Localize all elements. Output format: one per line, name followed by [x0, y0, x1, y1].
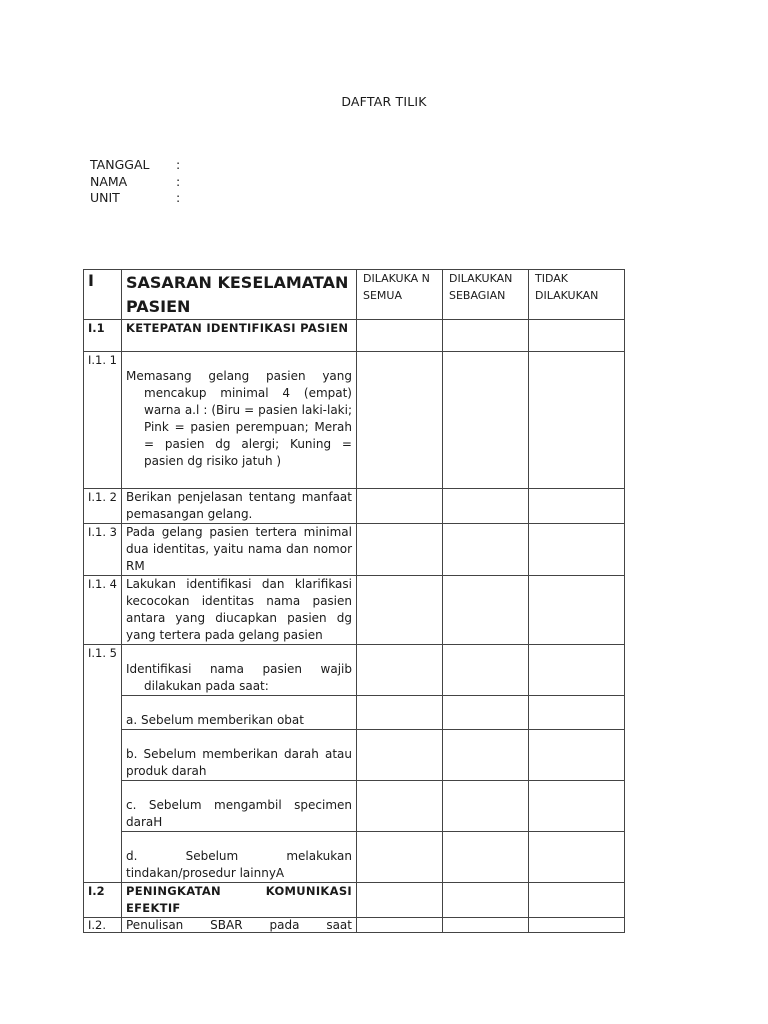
- row-text: Penulisan SBAR pada saat: [122, 918, 357, 933]
- row-text: Identifikasi nama pasien wajib dilakukan pada saat:: [122, 645, 357, 696]
- check-cell[interactable]: [529, 781, 625, 832]
- subitem-row: [84, 696, 625, 730]
- check-cell[interactable]: [529, 320, 625, 352]
- row-text: Pada gelang pasien tertera minimal dua identitas, yaitu nama dan nomor RM: [122, 524, 357, 576]
- row-number: I.1. 3: [84, 524, 122, 576]
- subitem-text: c. Sebelum mengambil specimen daraH: [122, 781, 357, 832]
- check-cell[interactable]: [443, 645, 529, 696]
- check-cell[interactable]: [443, 781, 529, 832]
- row-text: Berikan penjelasan tentang manfaat pemasangan gelang.: [122, 489, 357, 524]
- check-cell[interactable]: [357, 832, 443, 883]
- document-fields: [90, 157, 180, 207]
- check-cell[interactable]: [443, 524, 529, 576]
- check-cell[interactable]: [443, 883, 529, 918]
- table-row: [84, 918, 625, 933]
- section-title: KETEPATAN IDENTIFIKASI PASIEN: [122, 320, 357, 352]
- header-col-tidak-dilakukan: TIDAK DILAKUKAN: [529, 270, 625, 320]
- table-header-row: [84, 270, 625, 320]
- check-cell[interactable]: [357, 781, 443, 832]
- table-row: [84, 524, 625, 576]
- check-cell[interactable]: [529, 489, 625, 524]
- document-title: DAFTAR TILIK: [341, 94, 427, 109]
- check-cell[interactable]: [529, 883, 625, 918]
- check-cell[interactable]: [357, 524, 443, 576]
- check-cell[interactable]: [357, 645, 443, 696]
- field-label: UNIT: [90, 190, 120, 205]
- check-cell[interactable]: [529, 696, 625, 730]
- check-cell[interactable]: [529, 832, 625, 883]
- check-cell[interactable]: [357, 576, 443, 645]
- check-cell[interactable]: [443, 730, 529, 781]
- field-separator: :: [176, 173, 181, 189]
- subitem-row: [84, 832, 625, 883]
- field-separator: :: [176, 190, 181, 205]
- table-row: [84, 352, 625, 489]
- check-cell[interactable]: [529, 730, 625, 781]
- check-cell[interactable]: [443, 918, 529, 933]
- row-number: I.1. 4: [84, 576, 122, 645]
- row-number: I.1. 1: [84, 352, 122, 489]
- check-cell[interactable]: [529, 918, 625, 933]
- row-text: Memasang gelang pasien yang mencakup minimal 4 (empat) warna a.l : (Biru = pasien laki-laki; Pink = pasien perempuan; Merah = pasien dg alergi; Kuning = pasien dg risiko jatuh ): [122, 352, 357, 489]
- header-col-dilakukan-sebagian: DILAKUKAN SEBAGIAN: [443, 270, 529, 320]
- header-title: SASARAN KESELAMATAN PASIEN: [122, 270, 357, 320]
- field-separator: :: [176, 157, 181, 172]
- section-row: [84, 320, 625, 352]
- check-cell[interactable]: [357, 730, 443, 781]
- subitem-text: b. Sebelum memberikan darah atau produk darah: [122, 730, 357, 781]
- row-number: I.1. 5: [84, 645, 122, 883]
- row-number: I.2.: [84, 918, 122, 933]
- section-row: [84, 883, 625, 918]
- check-cell[interactable]: [357, 883, 443, 918]
- check-cell[interactable]: [357, 696, 443, 730]
- check-cell[interactable]: [357, 489, 443, 524]
- subitem-row: [84, 781, 625, 832]
- section-number: I.2: [84, 883, 122, 918]
- check-cell[interactable]: [443, 696, 529, 730]
- subitem-row: [84, 730, 625, 781]
- check-cell[interactable]: [357, 352, 443, 489]
- subitem-text: a. Sebelum memberikan obat: [122, 696, 357, 730]
- check-cell[interactable]: [443, 832, 529, 883]
- check-cell[interactable]: [529, 352, 625, 489]
- checklist-table: [83, 269, 625, 933]
- field-unit: [90, 190, 180, 207]
- check-cell[interactable]: [443, 576, 529, 645]
- check-cell[interactable]: [357, 918, 443, 933]
- subitem-text: d. Sebelum melakukan tindakan/prosedur lainnyA: [122, 832, 357, 883]
- check-cell[interactable]: [443, 352, 529, 489]
- check-cell[interactable]: [529, 645, 625, 696]
- check-cell[interactable]: [443, 489, 529, 524]
- table-row: [84, 576, 625, 645]
- check-cell[interactable]: [443, 320, 529, 352]
- header-col-dilakukan-semua: DILAKUKA N SEMUA: [357, 270, 443, 320]
- row-number: I.1. 2: [84, 489, 122, 524]
- section-title: PENINGKATAN KOMUNIKASI EFEKTIF: [122, 883, 357, 918]
- field-label: NAMA: [90, 173, 128, 189]
- field-label: TANGGAL: [90, 157, 150, 172]
- check-cell[interactable]: [529, 524, 625, 576]
- table-row: [84, 489, 625, 524]
- section-number: I.1: [84, 320, 122, 352]
- check-cell[interactable]: [357, 320, 443, 352]
- field-tanggal: [90, 157, 180, 174]
- header-number: I: [84, 270, 122, 320]
- field-nama: [90, 174, 180, 191]
- row-text: Lakukan identifikasi dan klarifikasi kecocokan identitas nama pasien antara yang diucapkan pasien dg yang tertera pada gelang pasien: [122, 576, 357, 645]
- table-row: [84, 645, 625, 696]
- check-cell[interactable]: [529, 576, 625, 645]
